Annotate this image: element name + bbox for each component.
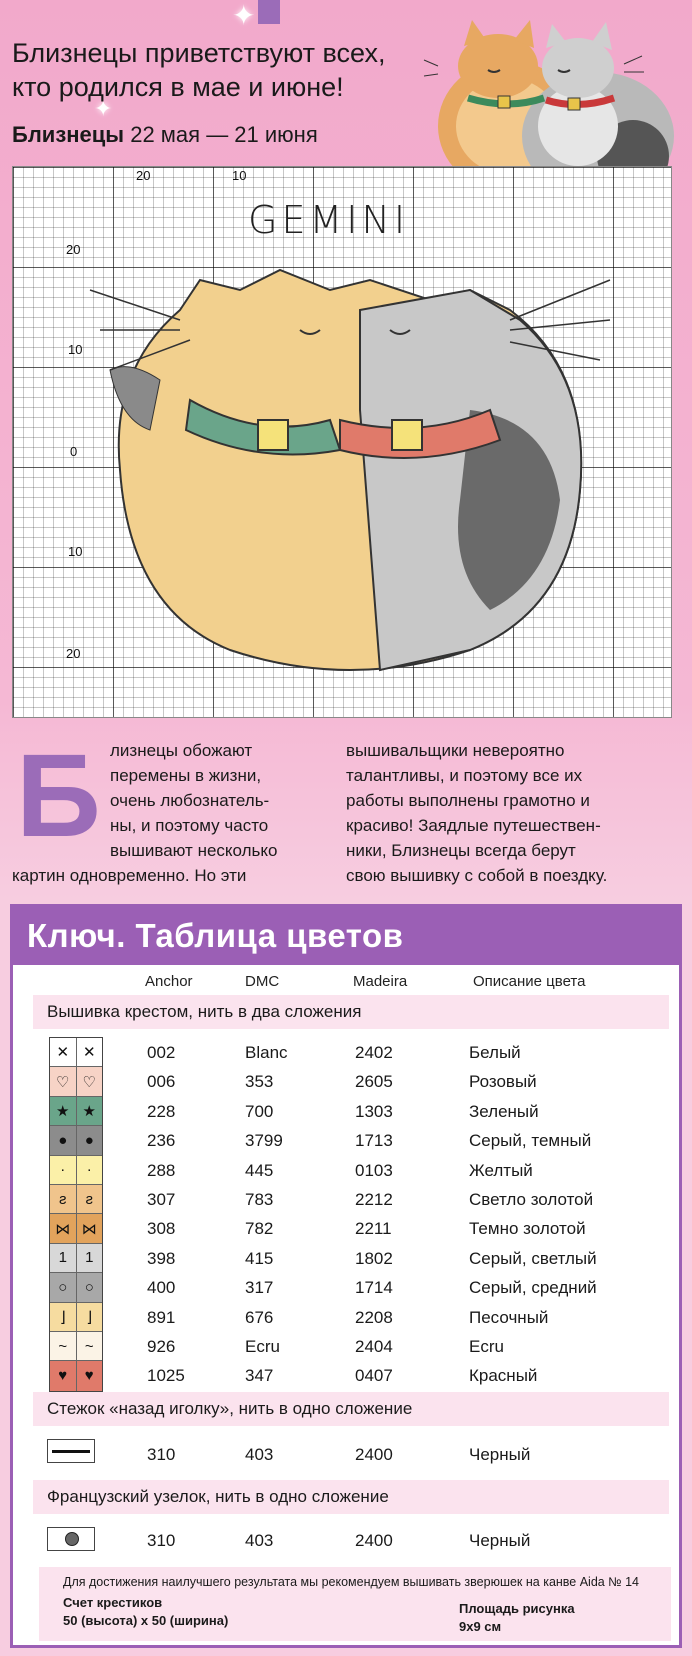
article-line: вышивальщики невероятно xyxy=(346,741,565,760)
article-line: свою вышивку с собой в поездку. xyxy=(346,866,608,885)
design-area-label: Площадь рисунка xyxy=(459,1601,575,1616)
color-row xyxy=(13,1274,679,1303)
cell-madeira: 1802 xyxy=(355,1248,393,1268)
article-line: ны, и поэтому часто xyxy=(110,816,269,835)
cell-dmc: 783 xyxy=(245,1190,274,1209)
color-row xyxy=(13,1304,679,1333)
stitch-symbol-icon: ⋈ xyxy=(50,1214,77,1242)
backstitch-row xyxy=(13,1441,679,1470)
cell-anchor: 310 xyxy=(147,1531,176,1550)
stitch-symbol-icon: 1 xyxy=(50,1244,77,1272)
cell-madeira: 0407 xyxy=(355,1366,393,1386)
french-knot-row xyxy=(13,1527,679,1556)
cell-anchor: 236 xyxy=(147,1131,176,1151)
color-row xyxy=(13,1127,679,1156)
section-french-knot: Французский узелок, нить в одно сложение xyxy=(33,1480,669,1514)
sign-dates-text: 22 мая — 21 июня xyxy=(130,122,318,147)
column-header-madeira: Madeira xyxy=(353,973,408,990)
section-backstitch: Стежок «назад иголку», нить в одно сложение xyxy=(33,1392,669,1426)
cell-dmc: Ecru xyxy=(245,1337,280,1356)
cell-madeira: 2208 xyxy=(355,1307,393,1327)
stitch-symbol-icon: ✕ xyxy=(50,1038,77,1066)
cell-dmc: 445 xyxy=(245,1160,274,1180)
article-column-1 xyxy=(12,738,312,888)
cell-description: Песочный xyxy=(469,1307,549,1327)
article-line: ники, Близнецы всегда берут xyxy=(346,841,576,860)
cell-anchor: 002 xyxy=(147,1043,176,1062)
headline-line: Близнецы приветствуют всех, xyxy=(12,38,386,68)
cell-dmc: 700 xyxy=(245,1101,274,1121)
color-row xyxy=(13,1245,679,1274)
cell-description: Светло золотой xyxy=(469,1190,594,1209)
key-title: Ключ. Таблица цветов xyxy=(13,907,679,965)
stitch-symbol-icon: · xyxy=(50,1156,77,1184)
cell-anchor: 308 xyxy=(147,1219,176,1239)
cell-dmc: 403 xyxy=(245,1445,274,1464)
stitch-symbol-icon: ~ xyxy=(50,1332,77,1360)
cell-anchor: 891 xyxy=(147,1307,176,1327)
color-row xyxy=(13,1157,679,1186)
cell-madeira: 1714 xyxy=(355,1278,393,1298)
chart-left-tick: 10 xyxy=(68,342,83,357)
cell-anchor: 228 xyxy=(147,1101,176,1121)
cell-description: Красный xyxy=(469,1366,538,1386)
stitch-symbol-icon: ♡ xyxy=(50,1067,77,1095)
cell-dmc: 415 xyxy=(245,1248,274,1268)
article-line: вышивают несколько xyxy=(110,841,278,860)
stitch-symbol-icon: ƨ xyxy=(50,1185,77,1213)
stitch-symbol-icon: ⋈ xyxy=(77,1214,103,1242)
article-line: работы выполнены грамотно и xyxy=(346,791,590,810)
sign-dates xyxy=(12,122,318,148)
color-key-table xyxy=(10,904,682,1648)
cell-anchor: 288 xyxy=(147,1160,176,1180)
color-row xyxy=(13,1098,679,1127)
cell-dmc: 3799 xyxy=(245,1131,283,1151)
column-header-dmc: DMC xyxy=(245,973,280,990)
cell-description: Черный xyxy=(469,1531,531,1550)
stitch-count-value: 50 (высота) х 50 (ширина) xyxy=(63,1613,229,1628)
chart-top-tick: 20 xyxy=(136,168,151,183)
cell-madeira: 2402 xyxy=(355,1043,393,1062)
cell-madeira: 2212 xyxy=(355,1190,393,1209)
cell-anchor: 926 xyxy=(147,1337,176,1356)
cell-dmc: 347 xyxy=(245,1366,274,1386)
stitch-symbol-icon: ~ xyxy=(77,1332,103,1360)
cell-madeira: 2400 xyxy=(355,1531,393,1550)
decorative-tab xyxy=(258,0,280,24)
cell-anchor: 398 xyxy=(147,1248,176,1268)
cell-description: Черный xyxy=(469,1445,531,1464)
sparkle-icon: ✦ xyxy=(232,0,256,31)
color-row xyxy=(13,1362,679,1391)
color-row xyxy=(13,1186,679,1215)
cell-dmc: 317 xyxy=(245,1278,274,1298)
chart-title: GEMINI xyxy=(248,198,410,242)
cell-description: Темно золотой xyxy=(469,1219,586,1239)
cell-description: Зеленый xyxy=(469,1101,539,1121)
stitch-symbol-icon: ✕ xyxy=(77,1038,103,1066)
cell-dmc: 676 xyxy=(245,1307,274,1327)
cell-description: Серый, темный xyxy=(469,1131,592,1151)
cell-description: Серый, светлый xyxy=(469,1248,597,1268)
cell-madeira: 1713 xyxy=(355,1131,393,1151)
article-line: талантливы, и поэтому все их xyxy=(346,766,583,785)
cell-madeira: 2605 xyxy=(355,1072,393,1092)
article-line: очень любознатель- xyxy=(110,791,270,810)
stitch-symbol-icon: ○ xyxy=(50,1273,77,1301)
stitch-symbol-icon: ƨ xyxy=(77,1185,103,1213)
stitch-symbol-icon: ♥ xyxy=(50,1361,77,1390)
cell-description: Ecru xyxy=(469,1337,504,1356)
cell-anchor: 310 xyxy=(147,1445,176,1464)
cell-anchor: 1025 xyxy=(147,1366,185,1386)
headline-line: кто родился в мае и июне! xyxy=(12,72,344,102)
cell-anchor: 307 xyxy=(147,1190,176,1209)
color-row xyxy=(13,1068,679,1097)
chart-top-tick: 10 xyxy=(232,168,247,183)
stitch-symbol-icon: ★ xyxy=(77,1097,103,1125)
stitch-symbol-icon: ♥ xyxy=(77,1361,103,1390)
sparkle-icon: ✦ xyxy=(94,96,113,121)
headline xyxy=(12,36,422,104)
cell-madeira: 0103 xyxy=(355,1160,393,1180)
stitch-symbol-icon: ⌋ xyxy=(77,1303,103,1331)
stitch-symbol-icon: ○ xyxy=(77,1273,103,1301)
cell-madeira: 1303 xyxy=(355,1101,393,1121)
cell-madeira: 2211 xyxy=(355,1219,392,1239)
article-line: картин одновременно. Но эти xyxy=(12,866,247,885)
article-line: перемены в жизни, xyxy=(110,766,262,785)
cell-dmc: 403 xyxy=(245,1531,274,1550)
key-footer xyxy=(39,1567,671,1641)
cell-madeira: 2400 xyxy=(355,1445,393,1464)
cell-description: Белый xyxy=(469,1043,521,1062)
design-area-value: 9х9 см xyxy=(459,1619,502,1634)
cats-pattern xyxy=(90,250,610,690)
footer-note: Для достижения наилучшего результата мы рекомендуем вышивать зверюшек на канве Aida № 14 xyxy=(63,1575,639,1589)
stitch-symbol-icon: 1 xyxy=(77,1244,103,1272)
stitch-symbol-icon: ● xyxy=(77,1126,103,1154)
section-cross-stitch: Вышивка крестом, нить в два сложения xyxy=(33,995,669,1029)
article-line: красиво! Заядлые путешествен- xyxy=(346,816,601,835)
sign-name: Близнецы xyxy=(12,122,125,147)
cell-anchor: 400 xyxy=(147,1278,176,1298)
column-header-description: Описание цвета xyxy=(473,973,586,990)
stitch-symbol-icon: · xyxy=(77,1156,103,1184)
article-column-2 xyxy=(346,738,676,888)
chart-left-tick: 0 xyxy=(70,444,78,459)
stitch-symbol-icon: ● xyxy=(50,1126,77,1154)
cell-dmc: 782 xyxy=(245,1219,274,1239)
stitch-symbol-icon: ♡ xyxy=(77,1067,103,1095)
chart-left-tick: 10 xyxy=(68,544,83,559)
color-row xyxy=(13,1333,679,1362)
chart-left-tick: 20 xyxy=(66,242,81,257)
article-line: лизнецы обожают xyxy=(110,741,253,760)
cell-dmc: 353 xyxy=(245,1072,274,1092)
dropcap-text: Б xyxy=(16,730,101,862)
stitch-symbol-icon: ★ xyxy=(50,1097,77,1125)
cell-madeira: 2404 xyxy=(355,1337,393,1356)
cell-description: Розовый xyxy=(469,1072,537,1092)
color-row xyxy=(13,1039,679,1068)
cell-description: Желтый xyxy=(469,1160,533,1180)
stitch-symbol-icon: ⌋ xyxy=(50,1303,77,1331)
chart-left-tick: 20 xyxy=(66,646,81,661)
cell-anchor: 006 xyxy=(147,1072,176,1092)
cell-dmc: Blanc xyxy=(245,1043,288,1062)
color-row xyxy=(13,1215,679,1244)
stitch-count-label: Счет крестиков xyxy=(63,1595,163,1610)
column-header-anchor: Anchor xyxy=(145,973,193,990)
cell-description: Серый, средний xyxy=(469,1278,597,1298)
